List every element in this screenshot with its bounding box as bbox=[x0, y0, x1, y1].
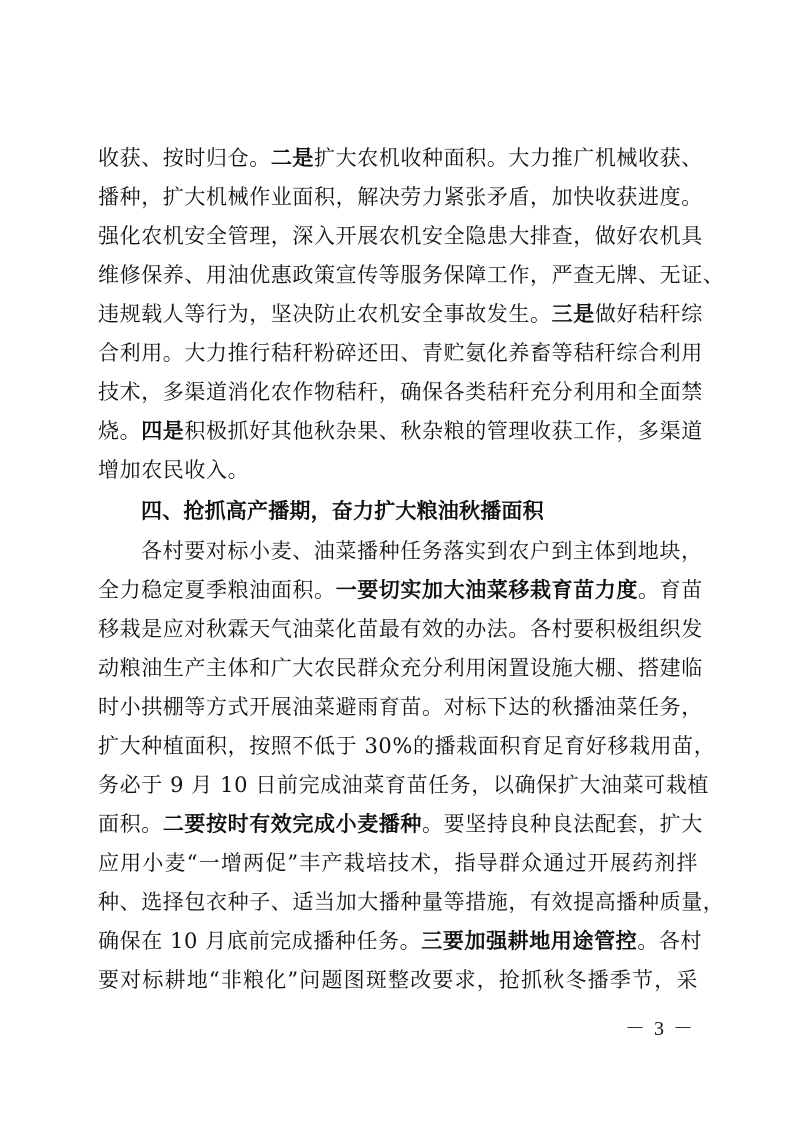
text-line bbox=[98, 609, 703, 649]
text-run: 面积。 bbox=[98, 812, 163, 836]
text-run: 维修保养、用油优惠政策宣传等服务保障工作，严查无牌、无证、 bbox=[98, 263, 725, 287]
text-run: 时小拱棚等方式开展油菜避雨育苗。对标下达的秋播油菜任务， bbox=[98, 695, 703, 719]
text-run: 播种，扩大机械作业面积，解决劳力紧张矛盾，加快收获进度。 bbox=[98, 185, 703, 209]
text-line bbox=[98, 333, 703, 373]
text-run: 务必于 9 月 10 日前完成油菜育苗任务，以确保扩大油菜可栽植 bbox=[98, 773, 709, 797]
bold-phrase: 三要加强耕地用途管控 bbox=[421, 928, 638, 953]
text-run: 违规载人等行为，坚决防止农机安全事故发生。 bbox=[98, 302, 552, 326]
text-line bbox=[98, 372, 703, 412]
text-run: 全力稳定夏季粮油面积。 bbox=[98, 578, 336, 602]
bold-phrase: 一要切实加大油菜移栽育苗力度 bbox=[335, 577, 639, 602]
text-line bbox=[98, 294, 703, 334]
text-run: 烧。 bbox=[98, 419, 142, 443]
text-run: 合利用。大力推行秸秆粉碎还田、青贮氨化养畜等秸秆综合利用 bbox=[98, 341, 703, 365]
text-line bbox=[98, 648, 703, 688]
text-line bbox=[98, 216, 703, 256]
text-line bbox=[98, 450, 698, 490]
text-line bbox=[98, 138, 703, 178]
text-run: 移栽是应对秋霖天气油菜化苗最有效的办法。各村要积极组织发 bbox=[98, 617, 703, 641]
text-line bbox=[141, 531, 703, 571]
text-run: 扩大农机收种面积。大力推广机械收获、 bbox=[314, 146, 703, 170]
text-run: 确保在 10 月底前完成播种任务。 bbox=[98, 929, 422, 953]
text-run: 动粮油生产主体和广大农民群众充分利用闲置设施大棚、搭建临 bbox=[98, 656, 703, 680]
text-line bbox=[98, 765, 709, 805]
text-line bbox=[98, 177, 703, 217]
text-line bbox=[98, 726, 716, 766]
text-run: 强化农机安全管理，深入开展农机安全隐患大排查，做好农机具 bbox=[98, 224, 703, 248]
text-line bbox=[98, 882, 725, 922]
section-heading: 四、抢抓高产播期，奋力扩大粮油秋播面积 bbox=[141, 499, 544, 523]
text-line bbox=[98, 411, 703, 451]
text-line bbox=[98, 921, 703, 961]
bold-phrase: 四是 bbox=[141, 418, 185, 443]
text-line bbox=[98, 687, 703, 727]
text-run: 做好秸秆综 bbox=[594, 302, 703, 326]
text-line bbox=[98, 570, 703, 610]
text-run: 要对标耕地“非粮化”问题图斑整改要求，抢抓秋冬播季节，采 bbox=[98, 968, 698, 992]
text-line bbox=[98, 843, 698, 883]
bold-phrase: 三是 bbox=[551, 301, 595, 326]
text-run: 种、选择包衣种子、适当加大播种量等措施，有效提高播种质量， bbox=[98, 890, 725, 914]
bold-phrase: 二是 bbox=[270, 145, 315, 170]
text-run: 增加农民收入。 bbox=[98, 458, 250, 482]
text-line bbox=[98, 960, 698, 1000]
text-line bbox=[98, 255, 725, 295]
page-number: － 3 － bbox=[625, 1018, 695, 1040]
text-run: 收获、按时归仓。 bbox=[98, 146, 271, 170]
text-run: 。育苗 bbox=[638, 578, 703, 602]
text-run: 。要坚持良种良法配套，扩大 bbox=[422, 812, 703, 836]
text-run: 技术，多渠道消化农作物秸秆，确保各类秸秆充分利用和全面禁 bbox=[98, 380, 703, 404]
text-run: 。各村 bbox=[637, 929, 703, 953]
text-line bbox=[98, 804, 703, 844]
bold-phrase: 二要按时有效完成小麦播种 bbox=[162, 811, 423, 836]
text-run: 积极抓好其他秋杂果、秋杂粮的管理收获工作，多渠道 bbox=[184, 419, 703, 443]
text-run: 应用小麦“一增两促”丰产栽培技术，指导群众通过开展药剂拌 bbox=[98, 851, 698, 875]
text-run: 各村要对标小麦、油菜播种任务落实到农户到主体到地块， bbox=[141, 539, 703, 563]
text-run: 扩大种植面积，按照不低于 30%的播栽面积育足育好移栽用苗， bbox=[98, 734, 716, 758]
